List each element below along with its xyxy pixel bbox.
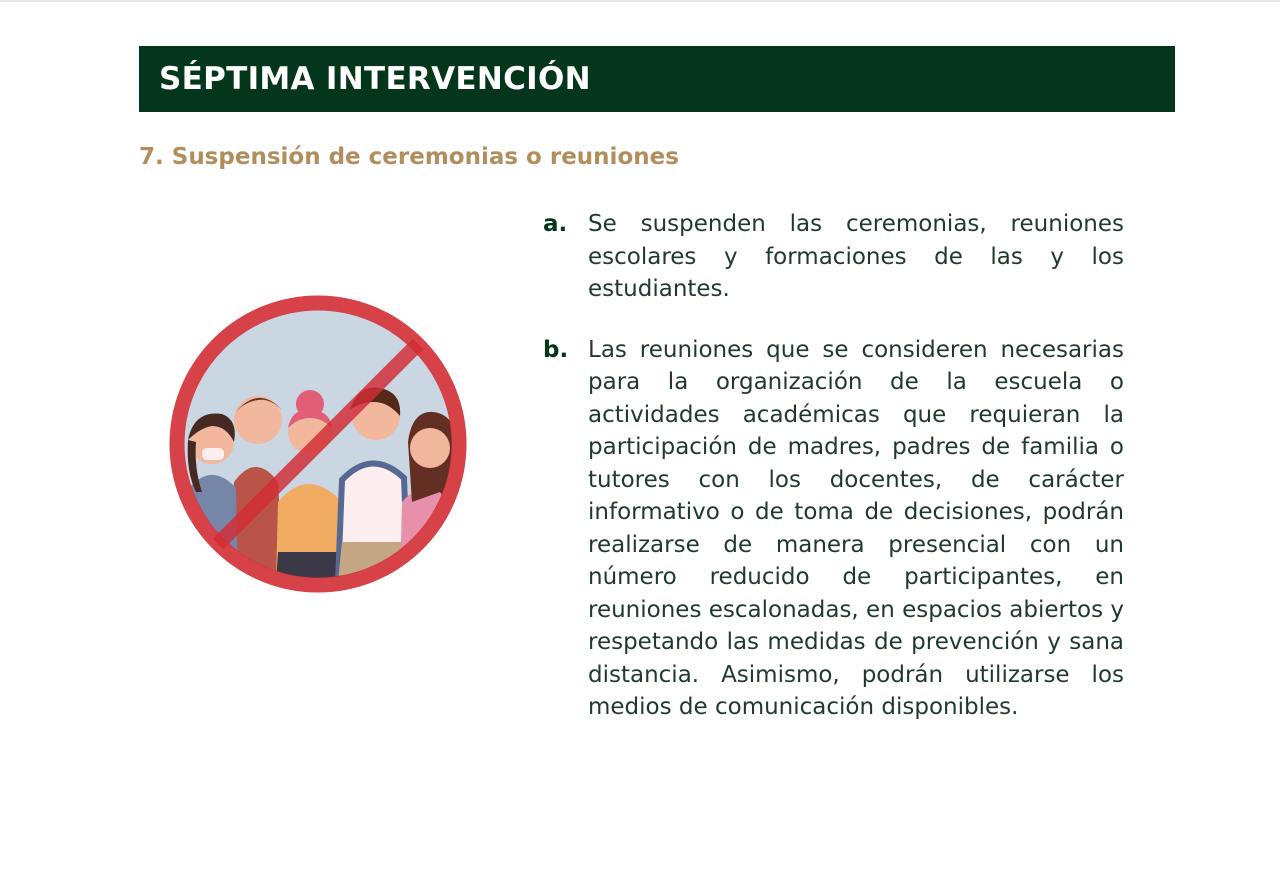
list-item (543, 334, 1125, 724)
measure-list (543, 208, 1125, 752)
list-item-text: Se suspenden las ceremonias, reuniones escolares y formaciones de las y los estudiantes. (588, 211, 1124, 302)
section-banner (139, 46, 1175, 112)
banner-title: SÉPTIMA INTERVENCIÓN (159, 61, 591, 97)
list-marker: a. (543, 211, 568, 237)
list-marker: b. (543, 336, 569, 363)
prohibited-gatherings-icon (166, 292, 470, 596)
section-subtitle: 7. Suspensión de ceremonias o reuniones (139, 144, 679, 170)
page-top-border (0, 0, 1280, 2)
list-item (543, 208, 1125, 306)
list-item-text: Las reuniones que se consideren necesarias para la organización de la escuela o actividades académicas que requieran la participación de madres, padres de familia o tutores con los docentes, de carácter informativo o de toma de decisiones, podrán realizarse de manera presencial con un número reducido de participantes, en reuniones escalonadas, en espacios abiertos y respetando las medidas de prevención y sana distancia. Asimismo, podrán utilizarse los medios de comunicación disponibles. (588, 336, 1124, 720)
